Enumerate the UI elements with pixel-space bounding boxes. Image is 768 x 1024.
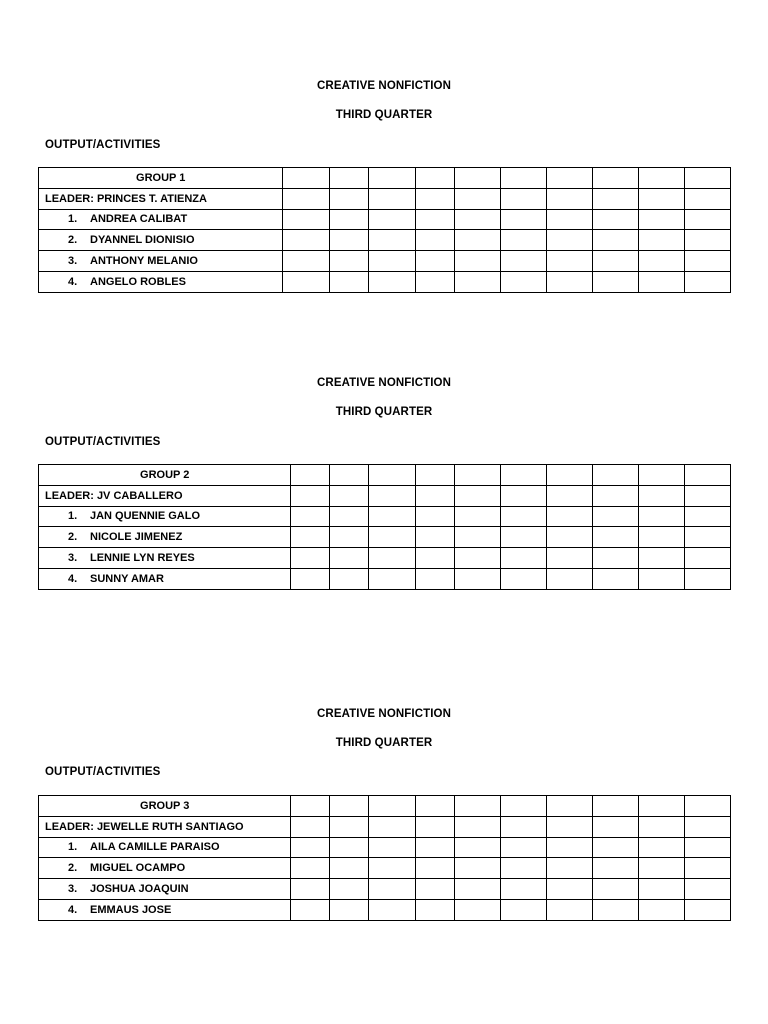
member-label: JAN QUENNIE GALO: [90, 510, 201, 523]
activity-cell[interactable]: [638, 485, 684, 506]
activity-cell[interactable]: [415, 858, 454, 879]
activity-cell[interactable]: [500, 879, 546, 900]
member-label: MIGUEL OCAMPO: [90, 862, 186, 875]
activity-cell[interactable]: [454, 548, 500, 569]
activity-cell[interactable]: [369, 188, 415, 209]
activity-cell[interactable]: [592, 796, 638, 817]
member-number: 1.: [68, 841, 78, 854]
member-number: 4.: [68, 572, 78, 585]
activity-cell[interactable]: [546, 568, 592, 589]
activity-cell[interactable]: [369, 465, 415, 486]
member-number: 3.: [68, 883, 78, 896]
activity-cell[interactable]: [500, 230, 546, 251]
activity-cell[interactable]: [454, 465, 500, 486]
activity-cell[interactable]: [283, 168, 330, 189]
activity-cell[interactable]: [684, 858, 730, 879]
activity-cell[interactable]: [592, 568, 638, 589]
activity-cell[interactable]: [454, 899, 500, 920]
activity-cell[interactable]: [330, 506, 369, 527]
member-name: [39, 858, 291, 879]
member-label: NICOLE JIMENEZ: [90, 531, 183, 544]
activity-cell[interactable]: [415, 168, 454, 189]
member-number: 2.: [68, 234, 78, 247]
activity-cell[interactable]: [500, 816, 546, 837]
member-number: 3.: [68, 255, 78, 268]
table-row: [39, 271, 731, 292]
activity-cell[interactable]: [638, 879, 684, 900]
member-label: EMMAUS JOSE: [90, 903, 172, 916]
table-row: [39, 485, 731, 506]
member-label: SUNNY AMAR: [90, 572, 164, 585]
activity-cell[interactable]: [638, 899, 684, 920]
activity-cell[interactable]: [454, 858, 500, 879]
activity-cell[interactable]: [500, 527, 546, 548]
group-name: GROUP 3: [39, 796, 291, 817]
activity-cell[interactable]: [330, 548, 369, 569]
activity-cell[interactable]: [369, 271, 415, 292]
activity-cell[interactable]: [330, 230, 369, 251]
activity-cell[interactable]: [684, 506, 730, 527]
group-1-table: [38, 167, 731, 293]
activity-cell[interactable]: [330, 188, 369, 209]
activity-cell[interactable]: [684, 485, 730, 506]
activity-cell[interactable]: [500, 837, 546, 858]
activity-cell[interactable]: [415, 251, 454, 272]
activity-cell[interactable]: [546, 858, 592, 879]
activity-cell[interactable]: [546, 209, 592, 230]
activity-cell[interactable]: [330, 527, 369, 548]
activity-cell[interactable]: [592, 837, 638, 858]
activity-cell[interactable]: [684, 251, 730, 272]
activity-cell[interactable]: [592, 168, 638, 189]
member-number: 1.: [68, 510, 78, 523]
activity-cell[interactable]: [500, 251, 546, 272]
activity-cell[interactable]: [684, 527, 730, 548]
activity-cell[interactable]: [369, 251, 415, 272]
activity-cell[interactable]: [638, 251, 684, 272]
activity-cell[interactable]: [369, 837, 415, 858]
group-3-table: [38, 795, 731, 921]
activity-cell[interactable]: [369, 568, 415, 589]
activity-cell[interactable]: [638, 527, 684, 548]
output-activities-label: OUTPUT/ACTIVITIES: [45, 436, 161, 448]
activity-cell[interactable]: [638, 168, 684, 189]
quarter-title: THIRD QUARTER: [335, 109, 433, 121]
member-name: [39, 548, 291, 569]
activity-cell[interactable]: [546, 548, 592, 569]
activity-cell[interactable]: [291, 837, 330, 858]
activity-cell[interactable]: [291, 527, 330, 548]
member-number: 4.: [68, 903, 78, 916]
activity-cell[interactable]: [454, 568, 500, 589]
activity-cell[interactable]: [592, 506, 638, 527]
activity-cell[interactable]: [684, 899, 730, 920]
table-row: [39, 188, 731, 209]
table-row: [39, 879, 731, 900]
activity-cell[interactable]: [330, 271, 369, 292]
leader-name: LEADER: PRINCES T. ATIENZA: [39, 188, 283, 209]
activity-cell[interactable]: [454, 251, 500, 272]
activity-cell[interactable]: [638, 548, 684, 569]
activity-cell[interactable]: [369, 506, 415, 527]
activity-cell[interactable]: [415, 796, 454, 817]
activity-cell[interactable]: [369, 209, 415, 230]
activity-cell[interactable]: [283, 209, 330, 230]
activity-cell[interactable]: [283, 251, 330, 272]
activity-cell[interactable]: [454, 188, 500, 209]
activity-cell[interactable]: [291, 796, 330, 817]
activity-cell[interactable]: [546, 899, 592, 920]
member-label: JOSHUA JOAQUIN: [90, 883, 189, 896]
activity-cell[interactable]: [638, 271, 684, 292]
activity-cell[interactable]: [592, 858, 638, 879]
activity-cell[interactable]: [638, 230, 684, 251]
activity-cell[interactable]: [500, 168, 546, 189]
activity-cell[interactable]: [415, 837, 454, 858]
activity-cell[interactable]: [369, 230, 415, 251]
table-row: [39, 209, 731, 230]
table-row: [39, 837, 731, 858]
activity-cell[interactable]: [546, 816, 592, 837]
activity-cell[interactable]: [291, 858, 330, 879]
activity-cell[interactable]: [592, 548, 638, 569]
activity-cell[interactable]: [369, 816, 415, 837]
activity-cell[interactable]: [330, 816, 369, 837]
activity-cell[interactable]: [592, 879, 638, 900]
table-row: [39, 251, 731, 272]
activity-cell[interactable]: [369, 796, 415, 817]
activity-cell[interactable]: [415, 230, 454, 251]
activity-cell[interactable]: [500, 465, 546, 486]
activity-cell[interactable]: [291, 506, 330, 527]
activity-cell[interactable]: [330, 879, 369, 900]
activity-cell[interactable]: [684, 879, 730, 900]
group-name: GROUP 2: [39, 465, 291, 486]
activity-cell[interactable]: [546, 527, 592, 548]
activity-cell[interactable]: [415, 465, 454, 486]
activity-cell[interactable]: [330, 485, 369, 506]
member-label: AILA CAMILLE PARAISO: [90, 841, 220, 854]
member-name: [39, 230, 283, 251]
quarter-title: THIRD QUARTER: [335, 737, 433, 749]
activity-cell[interactable]: [454, 271, 500, 292]
activity-cell[interactable]: [500, 796, 546, 817]
activity-cell[interactable]: [592, 230, 638, 251]
member-number: 4.: [68, 275, 78, 288]
activity-cell[interactable]: [546, 168, 592, 189]
activity-cell[interactable]: [283, 230, 330, 251]
leader-name: LEADER: JV CABALLERO: [39, 485, 291, 506]
activity-cell[interactable]: [415, 271, 454, 292]
activity-cell[interactable]: [684, 465, 730, 486]
activity-cell[interactable]: [546, 465, 592, 486]
member-name: [39, 271, 283, 292]
table-row: [39, 816, 731, 837]
member-name: [39, 568, 291, 589]
member-name: [39, 506, 291, 527]
activity-cell[interactable]: [454, 816, 500, 837]
activity-cell[interactable]: [684, 816, 730, 837]
activity-cell[interactable]: [500, 568, 546, 589]
activity-cell[interactable]: [330, 209, 369, 230]
activity-cell[interactable]: [638, 816, 684, 837]
activity-cell[interactable]: [684, 230, 730, 251]
activity-cell[interactable]: [546, 251, 592, 272]
activity-cell[interactable]: [415, 879, 454, 900]
table-row: [39, 465, 731, 486]
table-row: [39, 858, 731, 879]
table-row: [39, 506, 731, 527]
activity-cell[interactable]: [638, 837, 684, 858]
activity-cell[interactable]: [454, 168, 500, 189]
activity-cell[interactable]: [415, 506, 454, 527]
activity-cell[interactable]: [684, 168, 730, 189]
table-row: [39, 548, 731, 569]
activity-cell[interactable]: [684, 209, 730, 230]
member-label: LENNIE LYN REYES: [90, 552, 195, 565]
activity-cell[interactable]: [546, 879, 592, 900]
group-2-table: [38, 464, 731, 590]
activity-cell[interactable]: [500, 548, 546, 569]
activity-cell[interactable]: [330, 858, 369, 879]
activity-cell[interactable]: [592, 271, 638, 292]
activity-cell[interactable]: [330, 465, 369, 486]
activity-cell[interactable]: [500, 899, 546, 920]
activity-cell[interactable]: [546, 230, 592, 251]
activity-cell[interactable]: [454, 485, 500, 506]
member-label: ANTHONY MELANIO: [90, 255, 198, 268]
activity-cell[interactable]: [638, 796, 684, 817]
activity-cell[interactable]: [684, 568, 730, 589]
activity-cell[interactable]: [592, 485, 638, 506]
activity-cell[interactable]: [369, 527, 415, 548]
activity-cell[interactable]: [684, 188, 730, 209]
activity-cell[interactable]: [454, 506, 500, 527]
activity-cell[interactable]: [546, 506, 592, 527]
activity-cell[interactable]: [592, 251, 638, 272]
activity-cell[interactable]: [415, 568, 454, 589]
activity-cell[interactable]: [283, 188, 330, 209]
activity-cell[interactable]: [638, 209, 684, 230]
activity-cell[interactable]: [546, 837, 592, 858]
activity-cell[interactable]: [684, 796, 730, 817]
activity-cell[interactable]: [592, 209, 638, 230]
table-row: [39, 230, 731, 251]
activity-cell[interactable]: [684, 837, 730, 858]
activity-cell[interactable]: [500, 188, 546, 209]
activity-cell[interactable]: [369, 879, 415, 900]
activity-cell[interactable]: [500, 506, 546, 527]
activity-cell[interactable]: [592, 899, 638, 920]
member-name: [39, 209, 283, 230]
activity-cell[interactable]: [592, 816, 638, 837]
activity-cell[interactable]: [500, 271, 546, 292]
activity-cell[interactable]: [546, 188, 592, 209]
table-row: [39, 796, 731, 817]
activity-cell[interactable]: [415, 548, 454, 569]
member-name: [39, 527, 291, 548]
table-row: [39, 168, 731, 189]
subject-title: CREATIVE NONFICTION: [317, 708, 451, 720]
activity-cell[interactable]: [291, 465, 330, 486]
activity-cell[interactable]: [330, 837, 369, 858]
activity-cell[interactable]: [291, 568, 330, 589]
subject-title: CREATIVE NONFICTION: [317, 377, 451, 389]
member-label: ANDREA CALIBAT: [90, 213, 188, 226]
activity-cell[interactable]: [454, 527, 500, 548]
activity-cell[interactable]: [415, 209, 454, 230]
member-number: 3.: [68, 552, 78, 565]
member-name: [39, 899, 291, 920]
activity-cell[interactable]: [454, 837, 500, 858]
table-row: [39, 568, 731, 589]
activity-cell[interactable]: [454, 796, 500, 817]
activity-cell[interactable]: [369, 548, 415, 569]
member-number: 2.: [68, 531, 78, 544]
table-row: [39, 899, 731, 920]
activity-cell[interactable]: [454, 879, 500, 900]
activity-cell[interactable]: [415, 188, 454, 209]
activity-cell[interactable]: [369, 858, 415, 879]
activity-cell[interactable]: [291, 485, 330, 506]
activity-cell[interactable]: [500, 858, 546, 879]
output-activities-label: OUTPUT/ACTIVITIES: [45, 139, 161, 151]
activity-cell[interactable]: [369, 899, 415, 920]
activity-cell[interactable]: [592, 188, 638, 209]
leader-name: LEADER: JEWELLE RUTH SANTIAGO: [39, 816, 291, 837]
activity-cell[interactable]: [500, 485, 546, 506]
activity-cell[interactable]: [415, 527, 454, 548]
activity-cell[interactable]: [638, 188, 684, 209]
activity-cell[interactable]: [369, 485, 415, 506]
activity-cell[interactable]: [638, 568, 684, 589]
activity-cell[interactable]: [291, 548, 330, 569]
activity-cell[interactable]: [283, 271, 330, 292]
activity-cell[interactable]: [592, 465, 638, 486]
subject-title: CREATIVE NONFICTION: [317, 80, 451, 92]
activity-cell[interactable]: [291, 816, 330, 837]
activity-cell[interactable]: [454, 230, 500, 251]
activity-cell[interactable]: [546, 485, 592, 506]
group-name: GROUP 1: [39, 168, 283, 189]
member-number: 2.: [68, 862, 78, 875]
activity-cell[interactable]: [638, 465, 684, 486]
activity-cell[interactable]: [330, 568, 369, 589]
activity-cell[interactable]: [546, 271, 592, 292]
activity-cell[interactable]: [546, 796, 592, 817]
activity-cell[interactable]: [454, 209, 500, 230]
member-name: [39, 879, 291, 900]
activity-cell[interactable]: [415, 899, 454, 920]
member-name: [39, 837, 291, 858]
member-label: DYANNEL DIONISIO: [90, 234, 195, 247]
activity-cell[interactable]: [415, 485, 454, 506]
activity-cell[interactable]: [684, 548, 730, 569]
activity-cell[interactable]: [330, 796, 369, 817]
activity-cell[interactable]: [330, 251, 369, 272]
member-number: 1.: [68, 213, 78, 226]
activity-cell[interactable]: [592, 527, 638, 548]
activity-cell[interactable]: [369, 168, 415, 189]
member-label: ANGELO ROBLES: [90, 275, 186, 288]
member-name: [39, 251, 283, 272]
activity-cell[interactable]: [684, 271, 730, 292]
activity-cell[interactable]: [330, 168, 369, 189]
quarter-title: THIRD QUARTER: [335, 406, 433, 418]
activity-cell[interactable]: [638, 858, 684, 879]
activity-cell[interactable]: [330, 899, 369, 920]
activity-cell[interactable]: [291, 899, 330, 920]
activity-cell[interactable]: [638, 506, 684, 527]
activity-cell[interactable]: [500, 209, 546, 230]
output-activities-label: OUTPUT/ACTIVITIES: [45, 766, 161, 778]
activity-cell[interactable]: [291, 879, 330, 900]
activity-cell[interactable]: [415, 816, 454, 837]
table-row: [39, 527, 731, 548]
